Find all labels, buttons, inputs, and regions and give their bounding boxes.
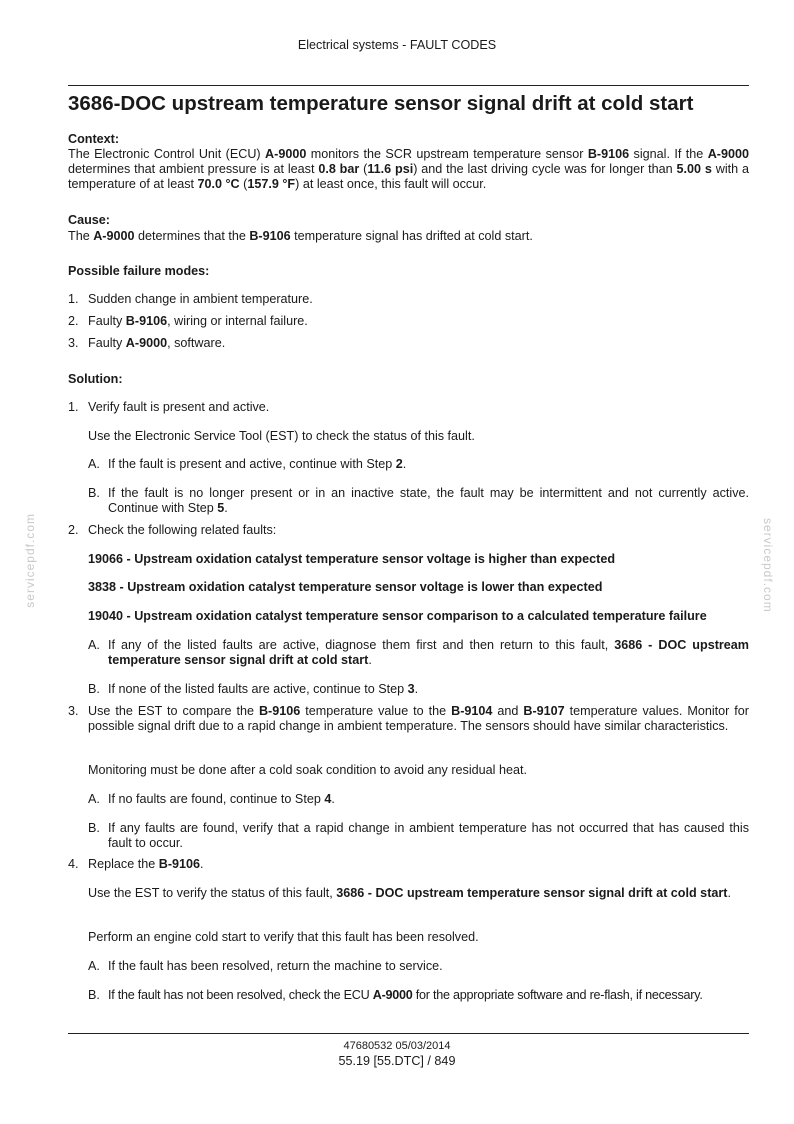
header-rule [68,85,749,86]
step-text: Check the following related faults: [88,523,277,537]
step-number: 3. [68,704,79,718]
step-note: Use the EST to verify the status of this fault, 3686 - DOC upstream temperature sensor signal drift at cold start. [88,886,731,900]
step-text: Replace the B-9106. [88,857,204,871]
substep-text: If the fault is no longer present or in an inactive state, the fault may be intermittent and not currently active. Continue with Step 5. [108,486,749,515]
watermark-left: servicepdf.com [23,513,37,608]
footer-rule [68,1033,749,1034]
bold-text: 4 [324,792,332,806]
step-note: Monitoring must be done after a cold soak condition to avoid any residual heat. [88,763,527,777]
bold-text: B-9106 [249,229,291,243]
bold-text: A-9000 [372,988,413,1002]
substep-letter: A. [88,638,100,652]
bold-text: 3838 - Upstream oxidation catalyst temperature sensor voltage is lower than expected [88,580,603,594]
item-number: 1. [68,292,79,306]
bold-text: 157.9 °F [247,177,296,191]
substep-text: If any faults are found, verify that a rapid change in ambient temperature has not occurred that has caused this fault to occur. [108,821,749,850]
bold-text: 19040 - Upstream oxidation catalyst temperature sensor comparison to a calculated temperature failure [88,609,707,623]
substep-letter: B. [88,988,100,1002]
item-text: Faulty A-9000, software. [88,336,226,350]
bold-text: 3 [407,682,415,696]
substep-letter: A. [88,959,100,973]
step-note: Perform an engine cold start to verify that this fault has been resolved. [88,930,479,944]
bold-text: A-9000 [265,147,307,161]
bold-text: 70.0 °C [197,177,240,191]
context-text: The Electronic Control Unit (ECU) A-9000 monitors the SCR upstream temperature sensor B-9106 signal. If the A-9000 determines that ambient pressure is at least 0.8 bar (11.6 psi) and the last driving cycle was for longer than 5.00 s with a temperature of at least 70.0 °C (157.9 °F) at least once, this fault will occur. [68,147,750,191]
bold-text: B-9106 [158,857,201,871]
footer-doc-ref: 47680532 05/03/2014 [343,1040,451,1052]
bold-text: 19066 - Upstream oxidation catalyst temperature sensor voltage is higher than expected [88,552,616,566]
substep-text: If the fault has been resolved, return the machine to service. [108,959,443,973]
substep-text: If none of the listed faults are active, continue to Step 3. [108,682,419,696]
footer-page-number: 55.19 [55.DTC] / 849 [338,1054,456,1068]
item-text: Faulty B-9106, wiring or internal failure. [88,314,308,328]
bold-text: B-9106 [258,704,301,718]
substep-text: If no faults are found, continue to Step 4. [108,792,335,806]
bold-text: A-9000 [707,147,749,161]
substep-letter: A. [88,792,100,806]
step-text: Verify fault is present and active. [88,400,270,414]
bold-text: A-9000 [93,229,135,243]
context-label: Context: [68,132,120,146]
step-number: 2. [68,523,79,537]
solution-label: Solution: [68,372,123,386]
bold-text: 5.00 s [676,162,712,176]
bold-text: B-9104 [451,704,493,718]
bold-text: 3686 - DOC upstream temperature sensor signal drift at cold start [108,638,749,667]
related-fault [88,609,749,624]
substep-text: If the fault is present and active, continue with Step 2. [108,457,407,471]
item-text: Sudden change in ambient temperature. [88,292,313,306]
substep-letter: B. [88,682,100,696]
step-text: Use the EST to compare the B-9106 temperature value to the B-9104 and B-9107 temperature values. Monitor for possible signal drift due to a rapid change in ambient temperature. The sensors should have similar characteristics. [88,704,749,733]
bold-text: 0.8 bar [318,162,360,176]
step-number: 1. [68,400,79,414]
step-number: 4. [68,857,79,871]
page-title: 3686-DOC upstream temperature sensor signal drift at cold start [68,92,694,115]
related-fault [88,580,749,595]
page-header: Electrical systems - FAULT CODES [297,38,497,52]
item-number: 3. [68,336,79,350]
cause-text: The A-9000 determines that the B-9106 temperature signal has drifted at cold start. [68,229,533,243]
substep-letter: B. [88,821,100,835]
cause-label: Cause: [68,213,110,227]
step-note: Use the Electronic Service Tool (EST) to check the status of this fault. [88,429,475,443]
bold-text: 3686 - DOC upstream temperature sensor signal drift at cold start [336,886,728,900]
bold-text: B-9106 [125,314,168,328]
bold-text: B-9106 [587,147,630,161]
bold-text: 11.6 psi [367,162,414,176]
watermark-right: servicepdf.com [761,518,775,613]
substep-letter: B. [88,486,100,500]
failure-modes-label: Possible failure modes: [68,264,210,278]
substep-text: If any of the listed faults are active, diagnose them first and then return to this fault, 3686 - DOC upstream temperature sensor signal drift at cold start. [108,638,749,667]
substep-letter: A. [88,457,100,471]
substep-text: If the fault has not been resolved, check the ECU A-9000 for the appropriate software and re-flash, if necessary. [108,988,703,1002]
bold-text: 5 [217,501,225,515]
bold-text: B-9107 [523,704,565,718]
item-number: 2. [68,314,79,328]
bold-text: 2 [395,457,403,471]
related-fault [88,552,749,567]
bold-text: A-9000 [125,336,168,350]
